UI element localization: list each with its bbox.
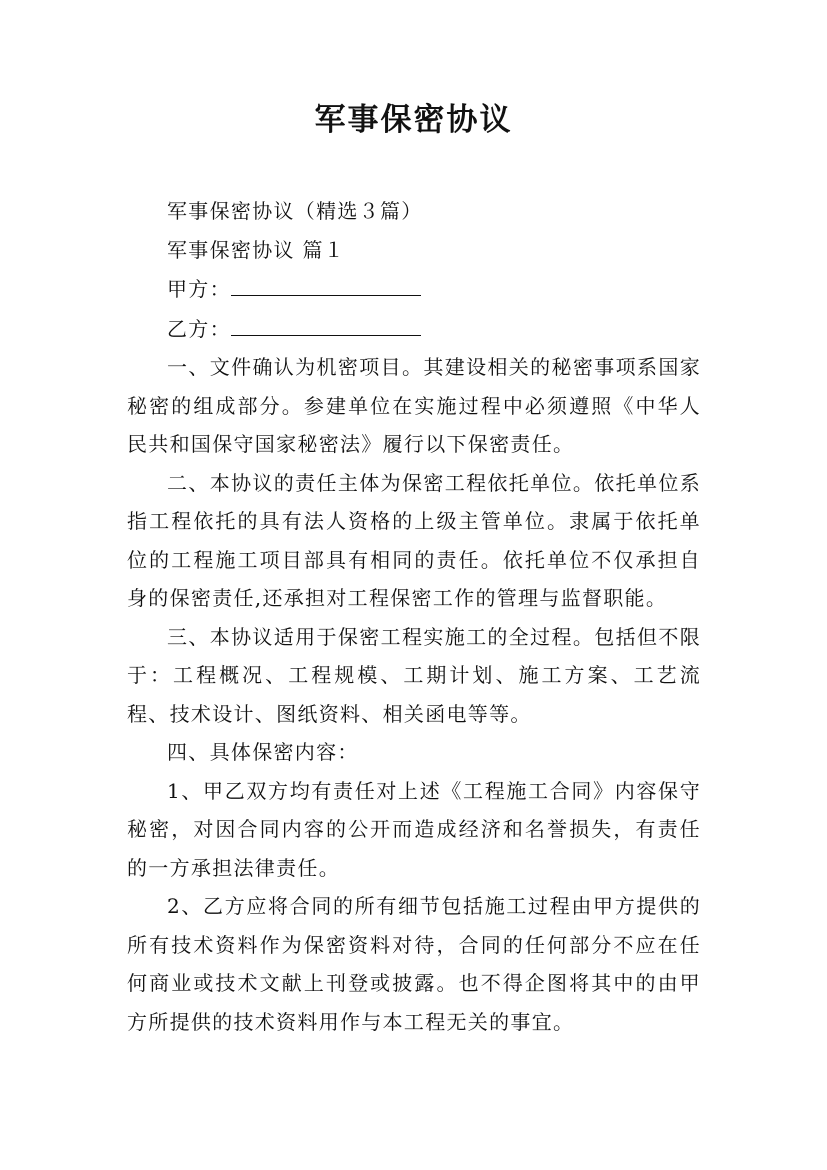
party-a-blank	[231, 269, 421, 296]
party-b-label: 乙方：	[167, 316, 231, 341]
document-title: 军事保密协议	[314, 102, 513, 138]
clause-paragraph: 2、乙方应将合同的所有细节包括施工过程由甲方提供的所有技术资料作为保密资料对待，合同的任何部分不应在任何商业或技术文献上刊登或披露。也不得企图将其中的由甲方所提供的技术资料用作与本工程无关的事宜。	[127, 894, 701, 1034]
clause-paragraph: 三、本协议适用于保密工程实施工的全过程。包括但不限于：工程概况、工程规模、工期计划、施工方案、工艺流程、技术设计、图纸资料、相关函电等等。	[127, 624, 701, 726]
party-a-line	[127, 269, 701, 309]
clause-paragraph: 一、文件确认为机密项目。其建设相关的秘密事项系国家秘密的组成部分。参建单位在实施过程中必须遵照《中华人民共和国保守国家秘密法》履行以下保密责任。	[127, 355, 701, 456]
party-b-blank	[231, 309, 421, 336]
party-b-line	[127, 309, 701, 349]
clause-paragraph: 四、具体保密内容：	[167, 740, 359, 764]
clause-paragraph: 二、本协议的责任主体为保密工程依托单位。依托单位系指工程依托的具有法人资格的上级主管单位。隶属于依托单位的工程施工项目部具有相同的责任。依托单位不仅承担自身的保密责任,还承担对工程保密工作的管理与监督职能。	[127, 470, 701, 610]
clause-paragraph: 1、甲乙双方均有责任对上述《工程施工合同》内容保守秘密，对因合同内容的公开而造成经济和名誉损失，有责任的一方承担法律责任。	[127, 778, 701, 880]
party-a-label: 甲方：	[167, 277, 231, 301]
document-body	[127, 192, 701, 1041]
document-subtitle: 军事保密协议（精选３篇）	[167, 199, 423, 223]
chapter-heading: 军事保密协议 篇１	[167, 237, 346, 262]
